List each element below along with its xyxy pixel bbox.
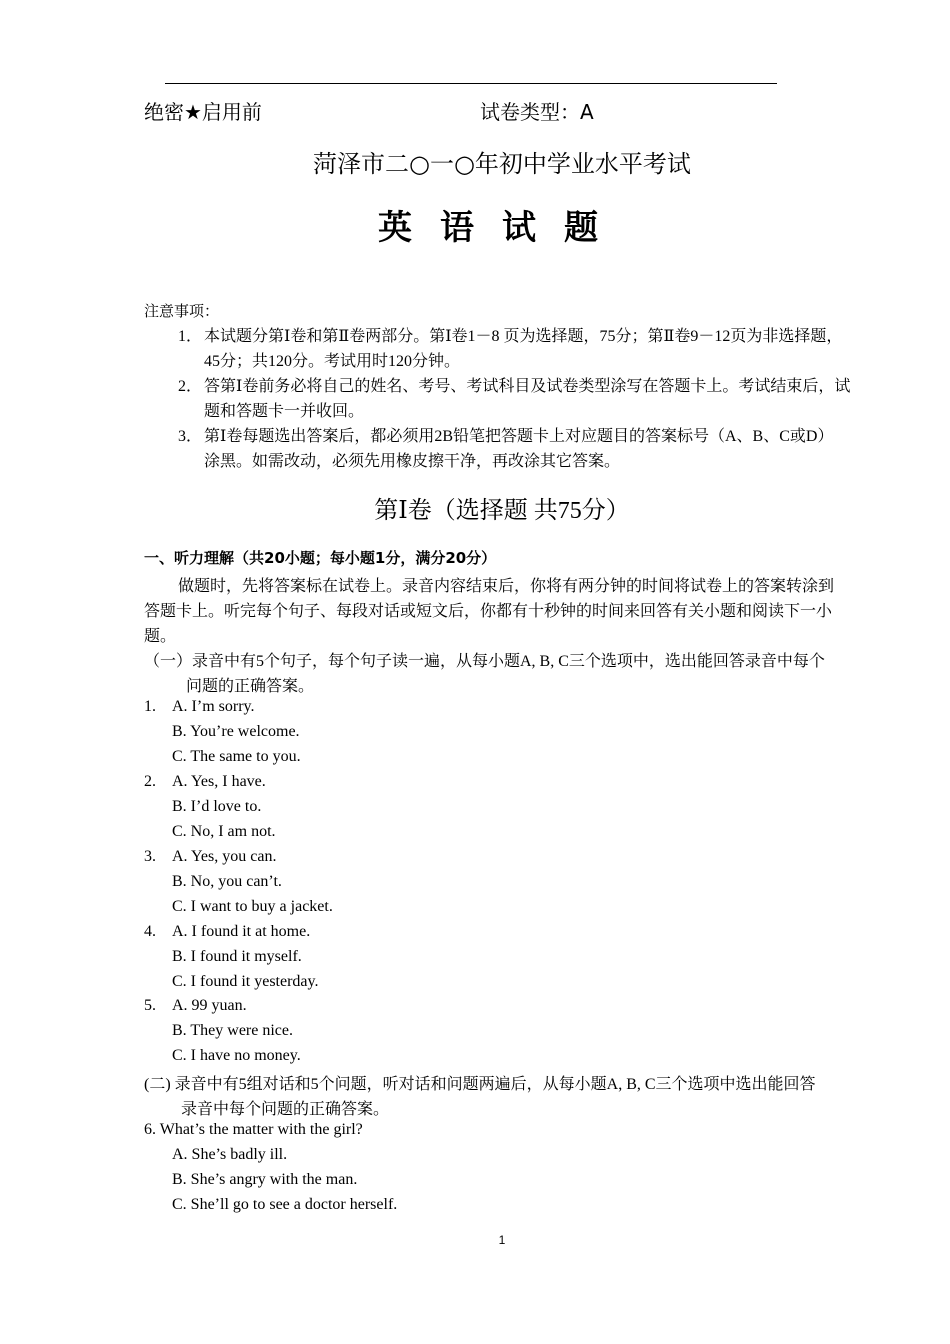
part1-intro-line-3: 题。 xyxy=(144,628,177,645)
notice-item-2-text: 答第Ⅰ卷前务必将自己的姓名、考号、考试科目及试卷类型涂写在答题卡上。考试结束后，试 xyxy=(204,378,851,395)
question-2-option-b: B. I’d love to. xyxy=(172,798,262,815)
section-title: 第Ⅰ卷（选择题 共75分） xyxy=(374,498,630,524)
notice-item-3-text: 第Ⅰ卷每题选出答案后，都必须用2B铅笔把答题卡上对应题目的答案标号（A、B、C或D） xyxy=(204,428,834,445)
question-3-option-b: B. No, you can’t. xyxy=(172,873,282,890)
subsection-1-instruction-cont: 问题的正确答案。 xyxy=(186,678,315,695)
part1-heading: 一、听力理解（共20小题；每小题1分，满分20分） xyxy=(144,549,497,567)
notice-item-1-text-cont: 45分；共120分。考试用时120分钟。 xyxy=(204,353,461,370)
exam-title: 菏泽市二○一○年初中学业水平考试 xyxy=(313,150,691,178)
question-4-option-b: B. I found it myself. xyxy=(172,948,302,965)
question-2-number: 2. xyxy=(144,773,156,790)
question-4-number: 4. xyxy=(144,923,156,940)
question-2-option-c: C. No, I am not. xyxy=(172,823,276,840)
question-6-option-b: B. She’s angry with the man. xyxy=(172,1171,358,1188)
notice-item-1-text: 本试题分第Ⅰ卷和第Ⅱ卷两部分。第Ⅰ卷1－8 页为选择题，75分；第Ⅱ卷9－12页为非选择题， xyxy=(204,328,843,345)
subsection-2-instruction-cont: 录音中每个问题的正确答案。 xyxy=(181,1101,390,1118)
notice-heading: 注意事项： xyxy=(144,302,220,320)
question-3-number: 3. xyxy=(144,848,156,865)
secret-label: 绝密★启用前 xyxy=(144,100,262,124)
notice-item-2-number: 2． xyxy=(178,378,203,395)
notice-item-3-text-cont: 涂黑。如需改动，必须先用橡皮擦干净，再改涂其它答案。 xyxy=(204,453,621,470)
question-3-option-c: C. I want to buy a jacket. xyxy=(172,898,333,915)
header-rule xyxy=(165,83,777,84)
notice-item-1-number: 1． xyxy=(178,328,203,345)
question-6-option-c: C. She’ll go to see a doctor herself. xyxy=(172,1196,398,1213)
question-1-option-b: B. You’re welcome. xyxy=(172,723,300,740)
part1-intro-line-1: 做题时，先将答案标在试卷上。录音内容结束后，你将有两分钟的时间将试卷上的答案转涂到 xyxy=(178,578,835,595)
question-5-option-b: B. They were nice. xyxy=(172,1022,293,1039)
question-2-option-a: A. Yes, I have. xyxy=(172,773,266,790)
subject-title: 英语试题 xyxy=(378,208,626,248)
question-1-option-c: C. The same to you. xyxy=(172,748,301,765)
question-5-number: 5. xyxy=(144,997,156,1014)
subsection-1-instruction: （一）录音中有5个句子，每个句子读一遍，从每小题A, B, C三个选项中，选出能回答录音中每个 xyxy=(144,653,825,670)
page-number: 1 xyxy=(498,1233,506,1247)
question-5-option-c: C. I have no money. xyxy=(172,1047,301,1064)
subsection-2-instruction: (二) 录音中有5组对话和5个问题，听对话和问题两遍后，从每小题A, B, C三个选项中选出能回答 xyxy=(144,1076,816,1093)
notice-item-2-text-cont: 题和答题卡一并收回。 xyxy=(204,403,365,420)
question-6-option-a: A. She’s badly ill. xyxy=(172,1146,288,1163)
notice-item-3-number: 3． xyxy=(178,428,203,445)
question-4-option-c: C. I found it yesterday. xyxy=(172,973,319,990)
question-3-option-a: A. Yes, you can. xyxy=(172,848,277,865)
question-6-stem: 6. What’s the matter with the girl? xyxy=(144,1121,363,1138)
question-1-number: 1. xyxy=(144,698,156,715)
question-4-option-a: A. I found it at home. xyxy=(172,923,311,940)
question-1-option-a: A. I’m sorry. xyxy=(172,698,255,715)
question-5-option-a: A. 99 yuan. xyxy=(172,997,247,1014)
exam-type-label: 试卷类型：A xyxy=(480,100,594,124)
part1-intro-line-2: 答题卡上。听完每个句子、每段对话或短文后，你都有十秒钟的时间来回答有关小题和阅读下一小 xyxy=(144,603,833,620)
